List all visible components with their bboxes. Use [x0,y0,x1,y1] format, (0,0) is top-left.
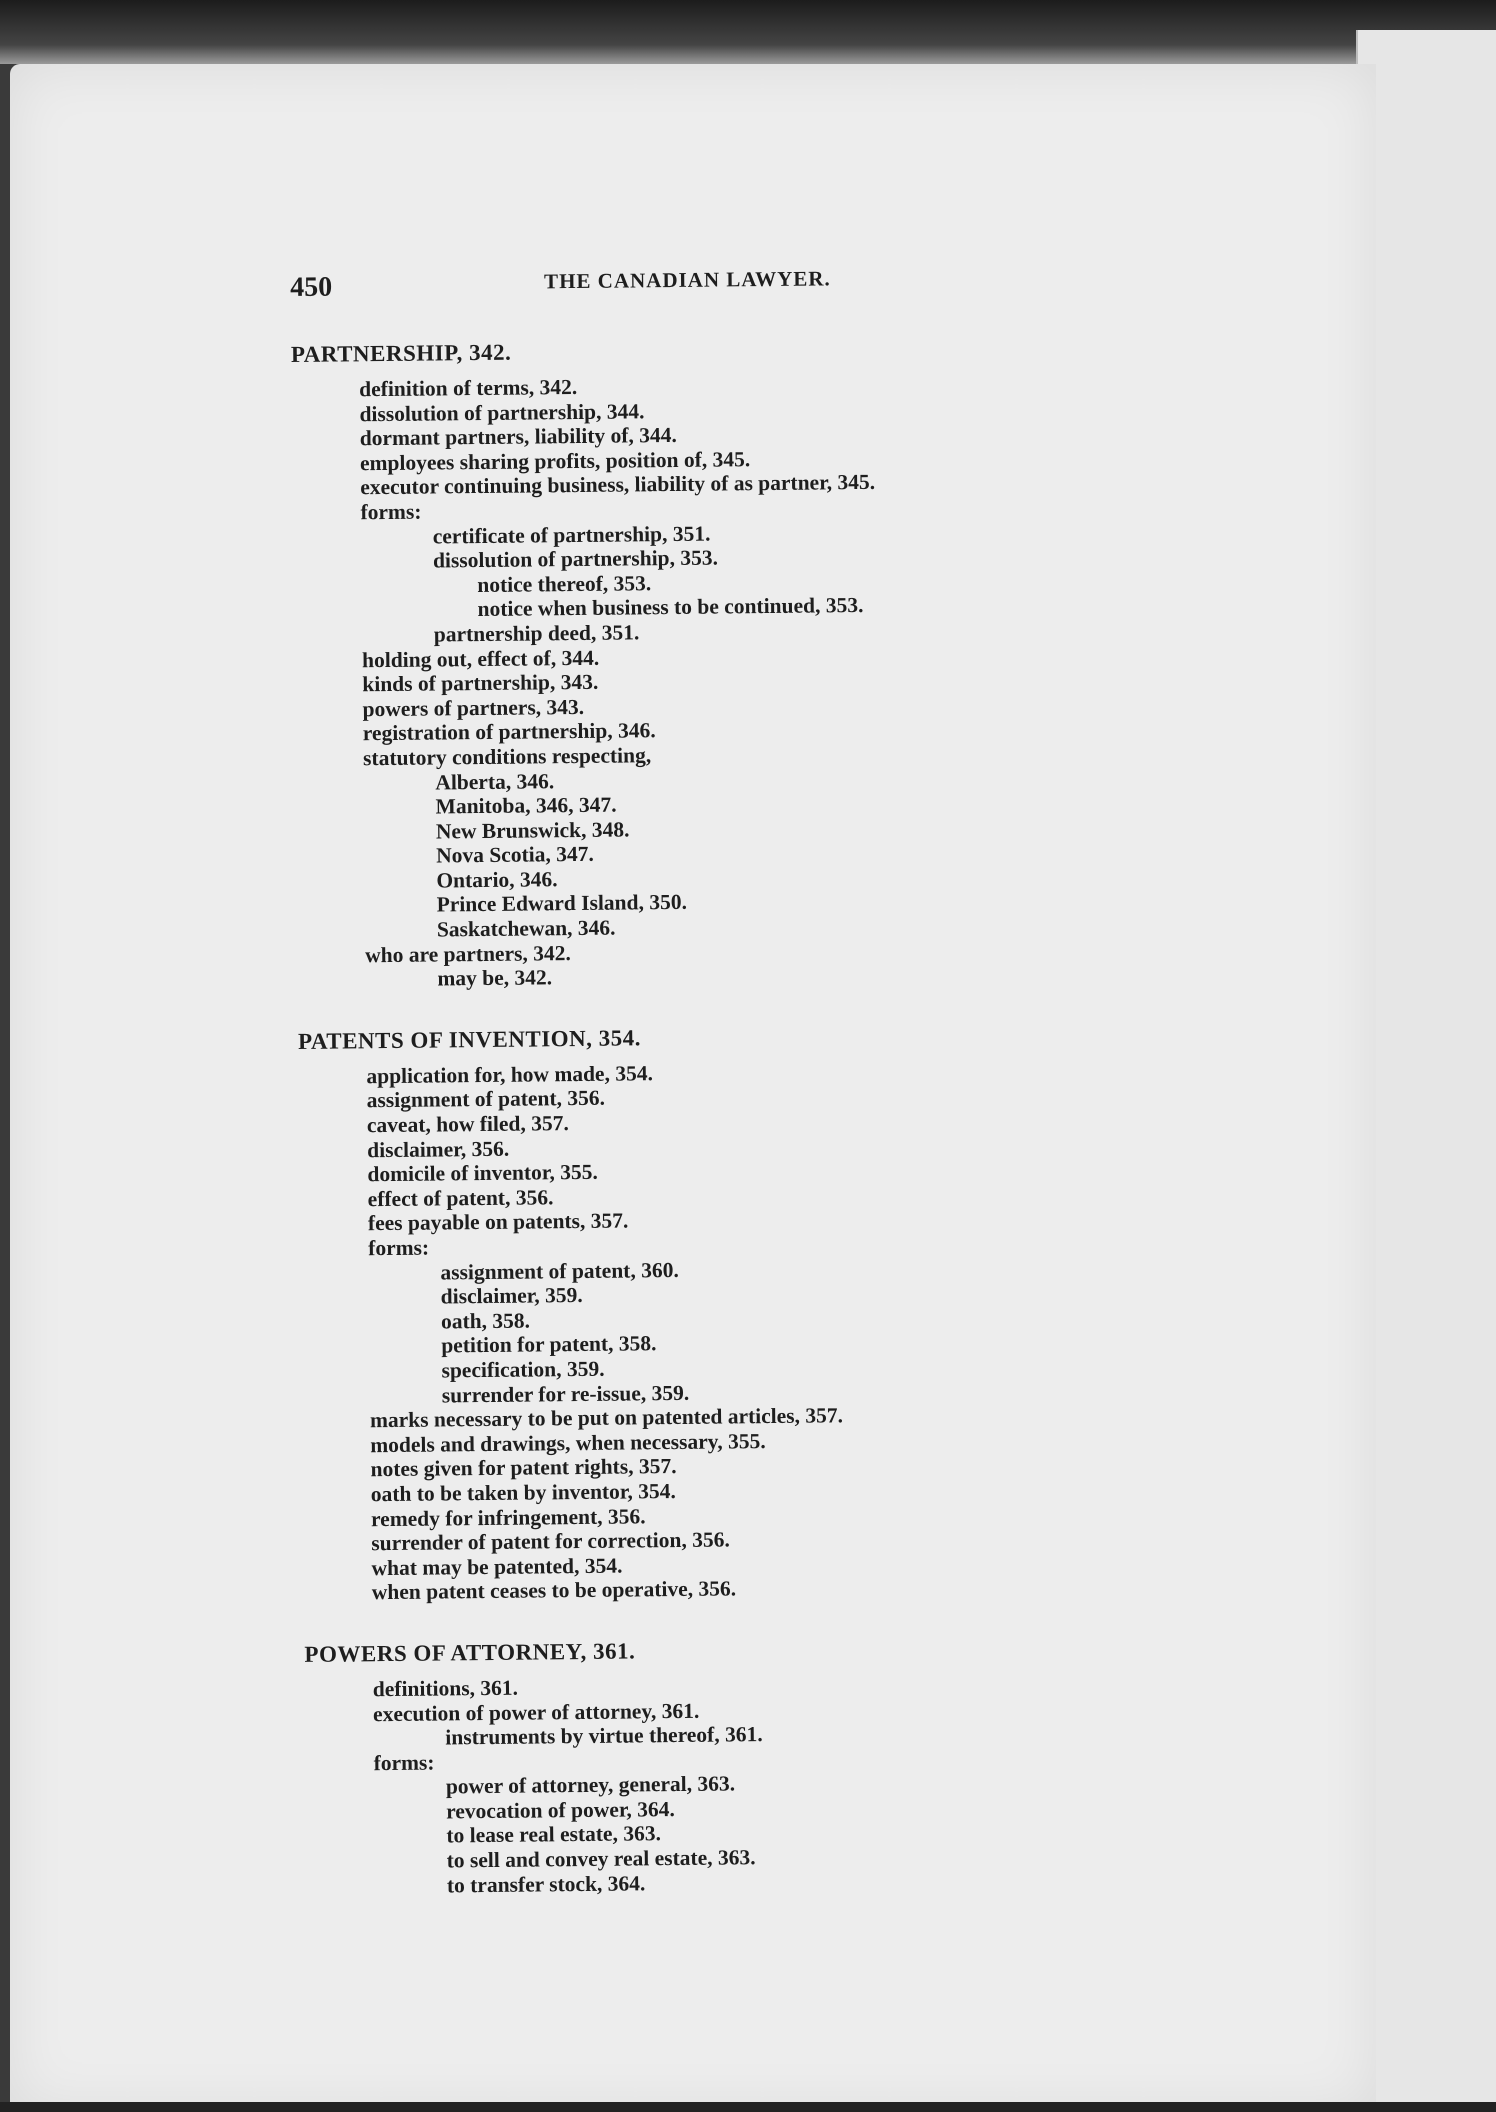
index-entry: domicile of inventor, 355. [367,1160,598,1187]
index-entry: notice thereof, 353. [477,570,652,597]
index-entry: when patent ceases to be operative, 356. [371,1576,737,1605]
index-entry: kinds of partnership, 343. [362,669,599,697]
index-entry: instruments by virtue thereof, 361. [445,1722,763,1750]
index-entry: caveat, how filed, 357. [366,1111,569,1138]
index-section [298,1018,1344,1606]
index-entry: definitions, 361. [372,1675,519,1702]
index-entry: employees sharing profits, position of, 345. [359,446,751,476]
index-entry: execution of power of attorney, 361. [372,1698,700,1726]
index-entry: application for, how made, 354. [366,1061,654,1089]
index-entry: to transfer stock, 364. [446,1871,646,1898]
index-entry: statutory conditions respecting, [362,743,652,771]
index-entry: revocation of power, 364. [446,1796,675,1824]
index-entry: dissolution of partnership, 344. [359,398,645,426]
scan-bottom-shadow [0,2102,1496,2112]
index-entry: specification, 359. [441,1356,605,1383]
index-entry: disclaimer, 356. [367,1136,510,1162]
index-entry: New Brunswick, 348. [435,817,630,844]
index-entry: executor continuing business, liability of as partner, 345. [360,470,876,500]
section-heading: PARTNERSHIP, 342. [290,339,512,367]
index-entry: who are partners, 342. [365,940,571,967]
index-entry: effect of patent, 356. [367,1185,554,1212]
index-entry: may be, 342. [437,965,553,991]
index-entry: power of attorney, general, 363. [445,1771,736,1799]
index-entry: dormant partners, liability of, 344. [359,423,677,451]
next-page-edge [1356,30,1496,2112]
running-head-title: THE CANADIAN LAWYER. [543,266,831,294]
index-entry: forms: [360,499,422,525]
index-entry: forms: [368,1235,430,1261]
index-entry: Manitoba, 346, 347. [435,792,617,819]
index-entry: surrender for re-issue, 359. [441,1380,690,1408]
index-entry: oath to be taken by inventor, 354. [370,1478,676,1507]
index-entry: what may be patented, 354. [371,1553,623,1580]
index-entry: assignment of patent, 360. [440,1257,679,1285]
index-entry: to sell and convey real estate, 363. [446,1845,756,1873]
page-text [290,261,1347,1899]
index-entry: Ontario, 346. [436,867,558,893]
index-entry: Saskatchewan, 346. [436,915,616,942]
section-heading: POWERS OF ATTORNEY, 361. [304,1638,636,1667]
index-entry: certificate of partnership, 351. [432,521,711,549]
index-entry: fees payable on patents, 357. [367,1208,629,1236]
index-entry: oath, 358. [440,1308,531,1334]
index-entry: forms: [373,1750,435,1775]
index-entry: remedy for infringement, 356. [370,1503,646,1531]
page-number: 450 [290,271,333,303]
scan-top-shadow [0,0,1496,64]
index-entry: Alberta, 346. [435,768,555,795]
index-entry: registration of partnership, 346. [362,718,656,746]
index-entry: petition for patent, 358. [441,1331,657,1358]
index-entry: notes given for patent rights, 357. [370,1454,677,1482]
index-entry: assignment of patent, 356. [366,1086,606,1113]
index-entry: Prince Edward Island, 350. [436,890,688,917]
index-entry: holding out, effect of, 344. [361,645,600,672]
index-section [304,1631,1347,1899]
index-entry: surrender of patent for correction, 356. [371,1527,730,1556]
index-entry: dissolution of partnership, 353. [432,545,719,573]
index-sections [291,331,1347,1899]
index-section [291,331,1338,993]
index-entry: notice when business to be continued, 353. [477,593,864,622]
section-heading: PATENTS OF INVENTION, 354. [297,1025,642,1054]
index-entry: powers of partners, 343. [362,694,585,721]
index-entry: disclaimer, 359. [440,1283,583,1309]
index-entry: models and drawings, when necessary, 355. [370,1428,766,1457]
index-entry: Nova Scotia, 347. [435,842,594,868]
index-entry: marks necessary to be put on patented articles, 357. [369,1403,844,1433]
index-entry: definition of terms, 342. [359,374,578,402]
index-entry: to lease real estate, 363. [446,1821,662,1848]
index-entry: partnership deed, 351. [433,620,640,647]
